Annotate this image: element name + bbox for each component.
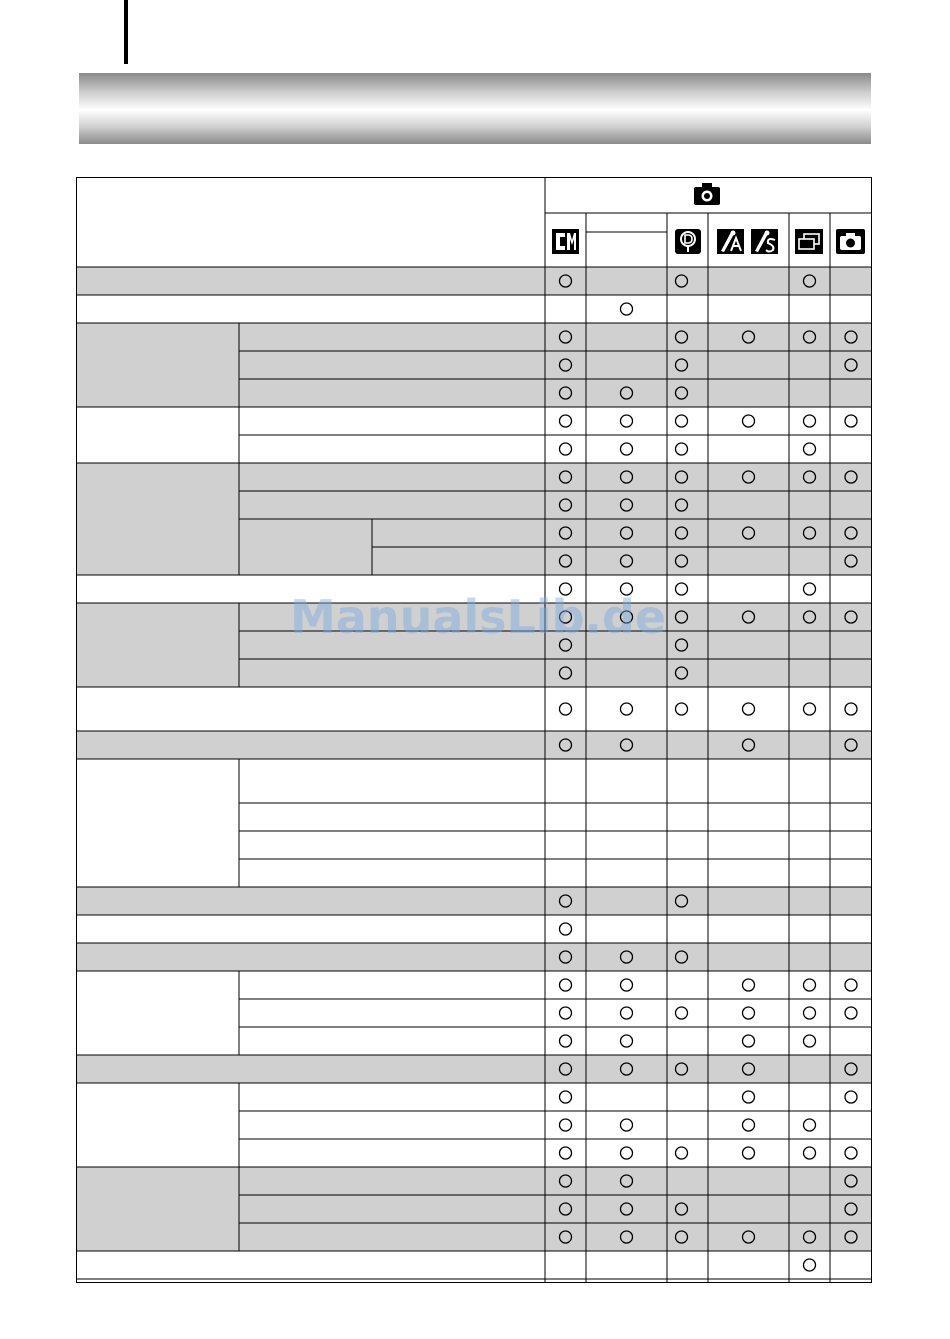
availability-mark <box>621 979 633 991</box>
availability-mark <box>845 1147 857 1159</box>
availability-mark <box>743 1147 755 1159</box>
availability-mark <box>621 1119 633 1131</box>
row-shade <box>76 547 872 575</box>
availability-mark <box>743 415 755 427</box>
availability-mark <box>560 703 572 715</box>
availability-mark <box>676 703 688 715</box>
section-header-band <box>79 73 871 144</box>
availability-mark <box>676 1147 688 1159</box>
page-edge-marker <box>124 0 128 64</box>
availability-mark <box>743 1091 755 1103</box>
availability-mark <box>743 703 755 715</box>
row-shade <box>76 731 872 759</box>
auto-mode-icon <box>836 229 865 254</box>
availability-mark <box>804 979 816 991</box>
availability-mark <box>560 1147 572 1159</box>
availability-mark <box>845 703 857 715</box>
row-shade <box>76 267 872 295</box>
availability-mark <box>845 415 857 427</box>
row-shade <box>76 659 872 687</box>
availability-mark <box>804 1007 816 1019</box>
availability-mark <box>804 1035 816 1047</box>
availability-mark <box>743 979 755 991</box>
availability-mark <box>621 1035 633 1047</box>
watermark: ManualsLib.de <box>290 590 667 644</box>
availability-mark <box>743 1119 755 1131</box>
row-shade <box>76 1055 872 1083</box>
availability-mark <box>845 979 857 991</box>
availability-mark <box>804 703 816 715</box>
availability-mark <box>560 1091 572 1103</box>
availability-mark <box>621 703 633 715</box>
availability-mark <box>743 1007 755 1019</box>
availability-mark <box>804 1147 816 1159</box>
availability-mark <box>560 923 572 935</box>
availability-mark <box>676 583 688 595</box>
row-shade <box>76 1167 872 1195</box>
availability-mark <box>621 1007 633 1019</box>
row-shade <box>76 1223 872 1251</box>
row-shade <box>76 351 872 379</box>
row-shade <box>76 519 872 547</box>
row-shade <box>76 943 872 971</box>
row-shade <box>76 491 872 519</box>
cm-manual-mode-icon <box>552 229 579 254</box>
availability-mark <box>845 1007 857 1019</box>
availability-mark <box>743 1035 755 1047</box>
availability-mark <box>621 443 633 455</box>
availability-mark <box>621 415 633 427</box>
availability-mark <box>676 443 688 455</box>
availability-mark <box>804 415 816 427</box>
availability-mark <box>804 1119 816 1131</box>
availability-mark <box>560 415 572 427</box>
availability-mark <box>621 303 633 315</box>
digital-macro-icon <box>675 229 701 254</box>
row-shade <box>76 379 872 407</box>
availability-mark <box>845 1091 857 1103</box>
availability-mark <box>621 1147 633 1159</box>
row-shade <box>76 887 872 915</box>
row-shade <box>76 323 872 351</box>
row-shade <box>76 1195 872 1223</box>
availability-mark <box>560 1035 572 1047</box>
availability-mark <box>804 1259 816 1271</box>
availability-mark <box>804 583 816 595</box>
stitch-assist-icon <box>795 229 823 254</box>
availability-mark <box>560 979 572 991</box>
av-tv-mode-icons <box>717 229 778 254</box>
function-availability-table <box>76 177 872 1283</box>
availability-mark <box>804 443 816 455</box>
availability-mark <box>560 443 572 455</box>
table-grid <box>76 177 872 1283</box>
availability-mark <box>676 1007 688 1019</box>
availability-mark <box>676 415 688 427</box>
camera-icon <box>694 183 720 205</box>
availability-mark <box>560 1007 572 1019</box>
row-shade <box>76 463 872 491</box>
availability-mark <box>560 1119 572 1131</box>
